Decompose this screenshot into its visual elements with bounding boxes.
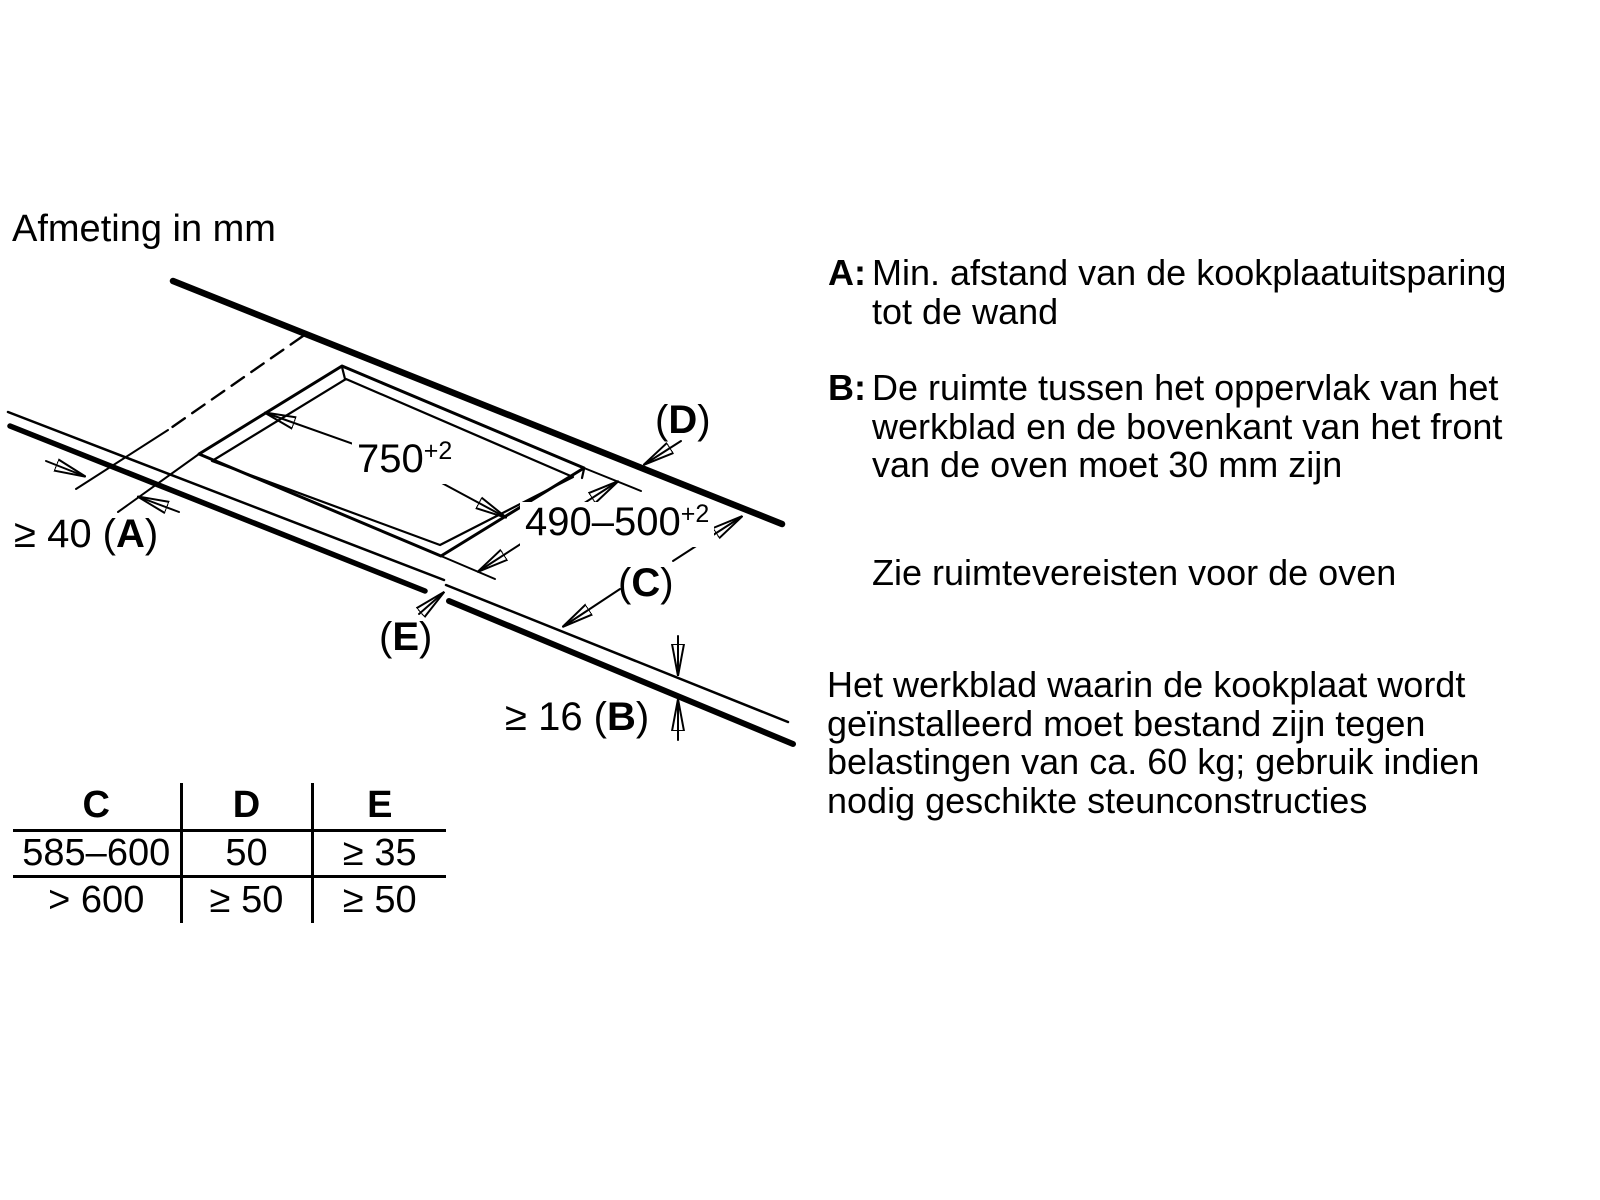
note-werkblad <box>827 666 1479 820</box>
label-c-leader-arrow-down <box>564 589 620 626</box>
label-e-prefix: ( <box>379 615 393 659</box>
note-werkblad-line1: Het werkblad waarin de kookplaat wordt <box>827 664 1466 705</box>
label-c-prefix: ( <box>618 561 632 605</box>
dimension-750-label <box>352 439 457 484</box>
spec-table-header-row <box>13 783 446 830</box>
cutout-corner-edge-top <box>342 367 345 379</box>
dimension-490-500-value: 490–500 <box>525 500 681 544</box>
dimension-b-letter: B <box>607 695 636 739</box>
dimension-a-suffix: ) <box>144 512 159 556</box>
note-werkblad-line2: geïnstalleerd moet bestand zijn tegen <box>827 702 1426 744</box>
label-d <box>655 400 711 440</box>
dimension-490-500-label <box>520 502 714 547</box>
note-a-body <box>872 254 1506 331</box>
label-e-letter: E <box>392 615 420 659</box>
note-a <box>828 254 1506 331</box>
label-d-letter: D <box>668 398 698 442</box>
note-a-line2: tot de wand <box>872 290 1059 332</box>
spec-table-cell: 50 <box>181 830 312 876</box>
note-b-line3: van de oven moet 30 mm zijn <box>872 444 1343 486</box>
dimension-a-letter: A <box>116 512 145 556</box>
label-e <box>379 617 432 657</box>
dimension-b-label <box>505 697 649 737</box>
table-row <box>13 830 446 876</box>
label-c-suffix: ) <box>660 561 674 605</box>
dimension-b-suffix: ) <box>635 695 650 739</box>
label-c-letter: C <box>631 561 661 605</box>
label-d-suffix: ) <box>697 398 711 442</box>
dim-490-extension-line-1 <box>441 556 495 579</box>
dimension-a-prefix: ≥ 40 ( <box>14 512 116 556</box>
note-b-marker: B: <box>828 367 866 408</box>
page-title: Afmeting in mm <box>12 208 276 250</box>
label-e-leader-arrow <box>419 593 443 614</box>
note-werkblad-line4: nodig geschikte steunconstructies <box>827 779 1368 821</box>
spec-table-cell: ≥ 35 <box>312 830 446 876</box>
label-e-suffix: ) <box>419 615 433 659</box>
spec-table-header-e: E <box>312 783 446 830</box>
note-a-line1: Min. afstand van de kookplaatuitsparing <box>872 252 1507 293</box>
spec-table-cell: ≥ 50 <box>342 878 417 921</box>
label-d-prefix: ( <box>655 398 669 442</box>
label-d-leader-arrow <box>645 441 681 464</box>
dimension-750-tolerance: +2 <box>423 437 453 465</box>
spec-table <box>13 783 446 923</box>
dim-a-arrow-1 <box>46 461 84 476</box>
note-b <box>828 369 1502 485</box>
dimension-750-value: 750 <box>357 437 424 481</box>
note-a-marker: A: <box>828 252 866 293</box>
label-c <box>618 563 674 603</box>
note-b-line2: werkblad en de bovenkant van het front <box>872 405 1503 447</box>
dim-490-extension-line-2 <box>584 468 641 491</box>
spec-table-cell: > 600 <box>48 878 145 921</box>
dimension-b-prefix: ≥ 16 ( <box>505 695 607 739</box>
note-zie <box>872 554 1396 593</box>
spec-table-cell: 585–600 <box>13 830 181 876</box>
spec-table-header-c: C <box>13 783 181 830</box>
spec-table-header-d: D <box>181 783 312 830</box>
dimension-a-label <box>14 514 158 554</box>
note-b-body <box>872 369 1502 485</box>
dimension-490-500-tolerance: +2 <box>680 500 710 528</box>
table-row <box>13 876 446 923</box>
hidden-edge-dashed-line <box>168 336 303 430</box>
spec-table-cell: ≥ 50 <box>181 876 312 923</box>
dim-a-arrow-2 <box>139 497 179 512</box>
note-b-line1: De ruimte tussen het oppervlak van het <box>872 367 1499 408</box>
note-zie-line1: Zie ruimtevereisten voor de oven <box>872 552 1397 593</box>
note-werkblad-line3: belastingen van ca. 60 kg; gebruik indien <box>827 741 1480 783</box>
